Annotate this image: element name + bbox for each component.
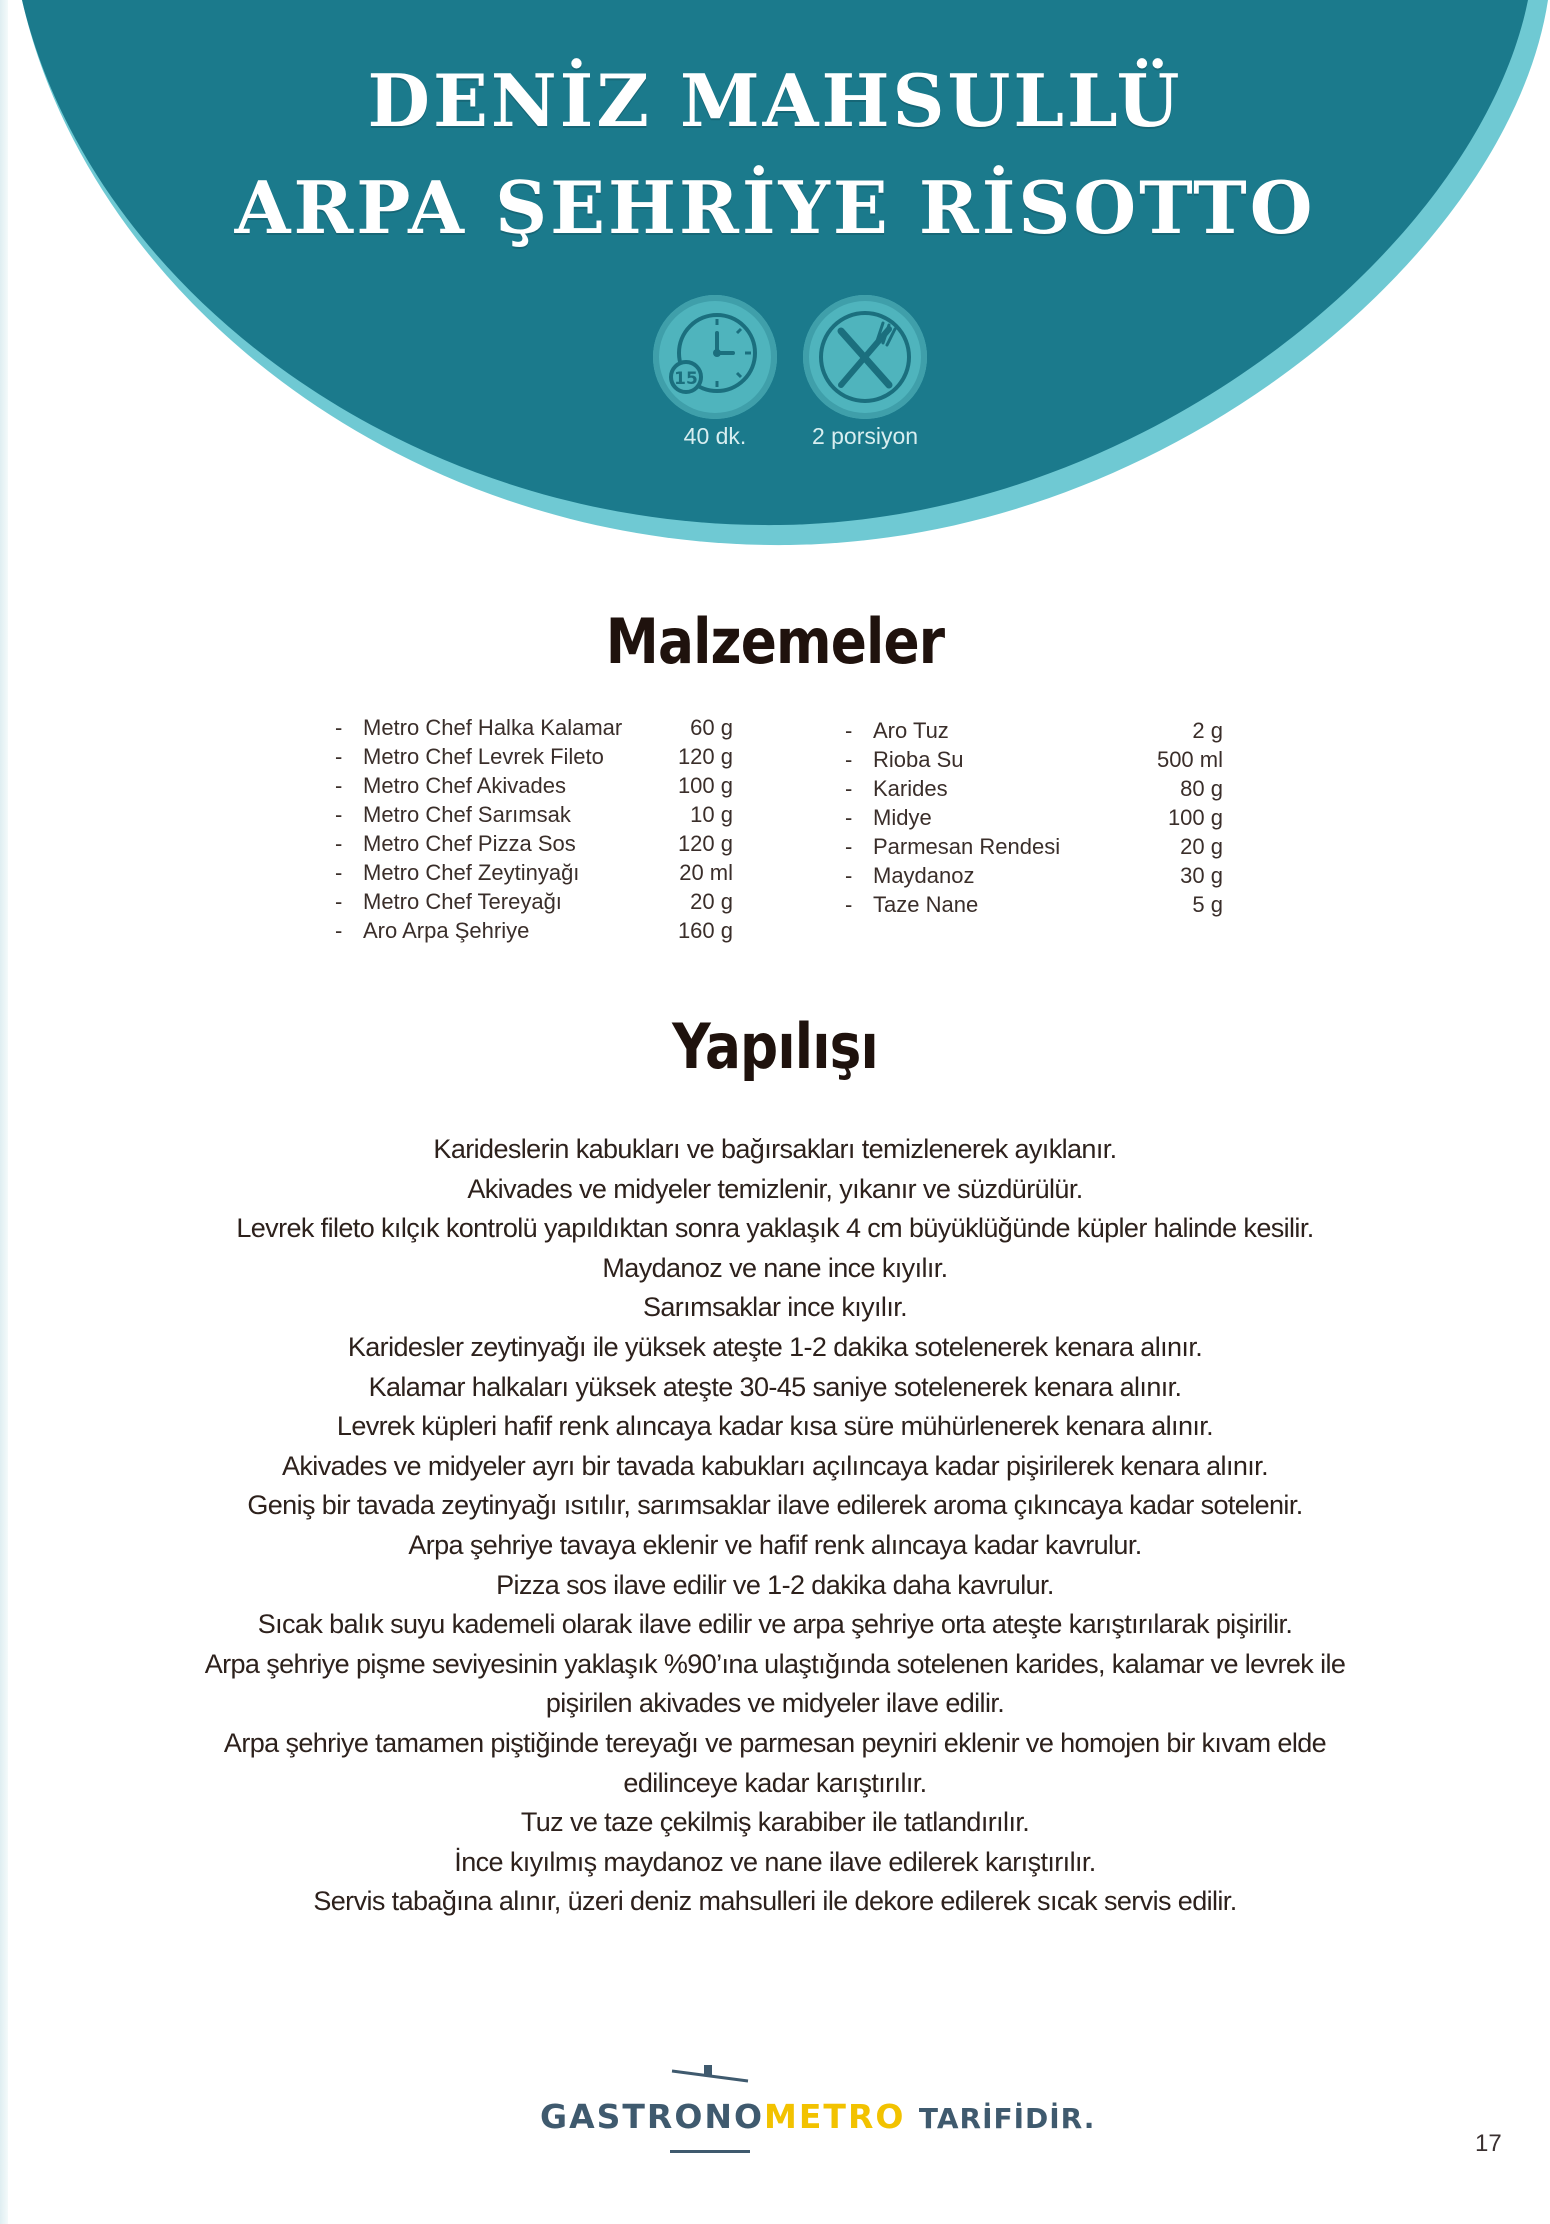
ingredient-name: Metro Chef Zeytinyağı — [363, 860, 580, 885]
ingredient-row — [335, 742, 733, 771]
ingredient-dash: - — [335, 715, 343, 740]
ingredient-dash: - — [845, 805, 853, 830]
logo-tarifidir: TARİFİDİR. — [918, 2102, 1096, 2135]
recipe-title-line2: ARPA ŞEHRİYE RİSOTTO — [234, 165, 1316, 250]
preparation-line: Levrek küpleri hafif renk alıncaya kadar kısa süre mühürlenerek kenara alınır. — [336, 1411, 1214, 1442]
preparation-line: Akivades ve midyeler temizlenir, yıkanır ve süzdürülür. — [467, 1173, 1083, 1204]
preparation-line: Karidesler zeytinyağı ile yüksek ateşte 1-2 dakika sotelenerek kenara alınır. — [347, 1331, 1203, 1362]
logo-gastrono: GASTRONO — [540, 2097, 765, 2136]
svg-text:15: 15 — [674, 369, 698, 389]
preparation-line: Arpa şehriye tavaya eklenir ve hafif renk alıncaya kadar kavrulur. — [408, 1529, 1142, 1560]
time-label: 40 dk. — [683, 423, 747, 449]
pan-lid-icon — [670, 2063, 750, 2085]
ingredient-amount: 80 g — [1180, 776, 1223, 801]
preparation-line: Sarımsaklar ince kıyılır. — [642, 1292, 908, 1323]
preparation-line: Arpa şehriye tamamen piştiğinde tereyağı ve parmesan peyniri eklenir ve homojen bir kıvam elde — [223, 1727, 1327, 1758]
preparation-line: pişirilen akivades ve midyeler ilave edilir. — [545, 1688, 1005, 1719]
ingredient-amount: 60 g — [690, 715, 733, 740]
ingredient-amount: 20 g — [1180, 834, 1223, 859]
ingredient-dash: - — [845, 718, 853, 743]
ingredient-amount: 20 g — [690, 889, 733, 914]
ingredient-name: Metro Chef Tereyağı — [363, 889, 562, 914]
preparation-heading: Yapılışı — [672, 1010, 878, 1083]
ingredient-name: Aro Arpa Şehriye — [363, 918, 530, 943]
preparation-line: Tuz ve taze çekilmiş karabiber ile tatlandırılır. — [520, 1807, 1030, 1838]
ingredient-dash: - — [845, 863, 853, 888]
preparation-line: Levrek fileto kılçık kontrolü yapıldıktan sonra yaklaşık 4 cm büyüklüğünde küpler halinde kesilir. — [236, 1213, 1314, 1244]
logo-underline — [670, 2150, 750, 2153]
ingredient-dash: - — [845, 892, 853, 917]
fork-knife-icon — [803, 295, 927, 419]
preparation-steps — [180, 1130, 1370, 1922]
ingredient-name: Metro Chef Pizza Sos — [363, 831, 576, 856]
clock-15-icon — [653, 295, 777, 419]
preparation-line: Akivades ve midyeler ayrı bir tavada kabukları açılıncaya kadar pişirilerek kenara alınır. — [282, 1450, 1268, 1481]
ingredient-name: Metro Chef Sarımsak — [363, 802, 571, 827]
ingredient-dash: - — [335, 918, 343, 943]
ingredient-row — [845, 745, 1223, 774]
ingredient-row — [335, 800, 733, 829]
ingredient-row — [335, 829, 733, 858]
ingredient-row — [845, 890, 1223, 919]
ingredient-row — [845, 832, 1223, 861]
preparation-line: edilinceye kadar karıştırılır. — [623, 1767, 927, 1798]
ingredient-row — [335, 713, 733, 742]
ingredient-name: Metro Chef Akivades — [363, 773, 566, 798]
preparation-line: Maydanoz ve nane ince kıyılır. — [602, 1252, 948, 1283]
ingredient-name: Parmesan Rendesi — [873, 834, 1061, 859]
ingredient-row — [845, 716, 1223, 745]
page-number: 17 — [1475, 2130, 1502, 2157]
ingredient-name: Maydanoz — [873, 863, 975, 888]
preparation-line: İnce kıyılmış maydanoz ve nane ilave edilerek karıştırılır. — [454, 1846, 1096, 1877]
ingredient-amount: 20 ml — [679, 860, 733, 885]
ingredient-dash: - — [845, 776, 853, 801]
ingredient-amount: 100 g — [677, 773, 733, 798]
ingredient-amount: 160 g — [677, 918, 733, 943]
logo-metro: METRO — [764, 2097, 906, 2136]
preparation-line: Pizza sos ilave edilir ve 1-2 dakika daha kavrulur. — [496, 1569, 1054, 1600]
ingredient-name: Midye — [873, 805, 932, 830]
ingredients-heading: Malzemeler — [605, 605, 945, 678]
ingredient-dash: - — [335, 860, 343, 885]
ingredient-name: Taze Nane — [873, 892, 979, 917]
preparation-line: Sıcak balık suyu kademeli olarak ilave edilir ve arpa şehriye orta ateşte karıştırılarak pişirilir. — [257, 1609, 1293, 1640]
preparation-line: Karideslerin kabukları ve bağırsakları temizlenerek ayıklanır. — [433, 1134, 1117, 1164]
ingredient-dash: - — [335, 831, 343, 856]
ingredient-dash: - — [845, 834, 853, 859]
ingredient-name: Metro Chef Halka Kalamar — [363, 715, 623, 740]
ingredient-amount: 10 g — [690, 802, 733, 827]
ingredient-row — [335, 916, 733, 945]
portion-label: 2 porsiyon — [811, 423, 919, 449]
ingredient-amount: 30 g — [1180, 863, 1223, 888]
ingredient-dash: - — [335, 802, 343, 827]
recipe-title-line1: DENİZ MAHSULLÜ — [367, 58, 1183, 143]
preparation-line: Geniş bir tavada zeytinyağı ısıtılır, sarımsaklar ilave edilerek aroma çıkıncaya kadar sotelenir. — [247, 1490, 1303, 1521]
ingredient-row — [335, 771, 733, 800]
ingredient-amount: 120 g — [677, 744, 733, 769]
ingredient-amount: 100 g — [1167, 805, 1223, 830]
ingredient-name: Rioba Su — [873, 747, 964, 772]
ingredient-dash: - — [335, 773, 343, 798]
ingredient-name: Aro Tuz — [873, 718, 949, 743]
ingredient-row — [335, 858, 733, 887]
ingredient-amount: 2 g — [1192, 718, 1223, 743]
preparation-line: Arpa şehriye pişme seviyesinin yaklaşık %90’ına ulaştığında sotelenen karides, kalamar ve levrek ile — [204, 1648, 1346, 1679]
ingredient-row — [335, 887, 733, 916]
ingredient-dash: - — [335, 744, 343, 769]
ingredient-amount: 500 ml — [1156, 747, 1223, 772]
preparation-line: Kalamar halkaları yüksek ateşte 30-45 saniye sotelenerek kenara alınır. — [368, 1371, 1182, 1402]
gastronometro-logo — [540, 2065, 1096, 2155]
ingredient-amount: 120 g — [677, 831, 733, 856]
preparation-line: Servis tabağına alınır, üzeri deniz mahsulleri ile dekore edilerek sıcak servis edilir. — [313, 1886, 1237, 1917]
ingredient-dash: - — [335, 889, 343, 914]
ingredient-row — [845, 774, 1223, 803]
ingredient-row — [845, 803, 1223, 832]
ingredient-name: Metro Chef Levrek Fileto — [363, 744, 604, 769]
ingredient-row — [845, 861, 1223, 890]
ingredient-dash: - — [845, 747, 853, 772]
ingredient-amount: 5 g — [1192, 892, 1223, 917]
ingredient-name: Karides — [873, 776, 948, 801]
